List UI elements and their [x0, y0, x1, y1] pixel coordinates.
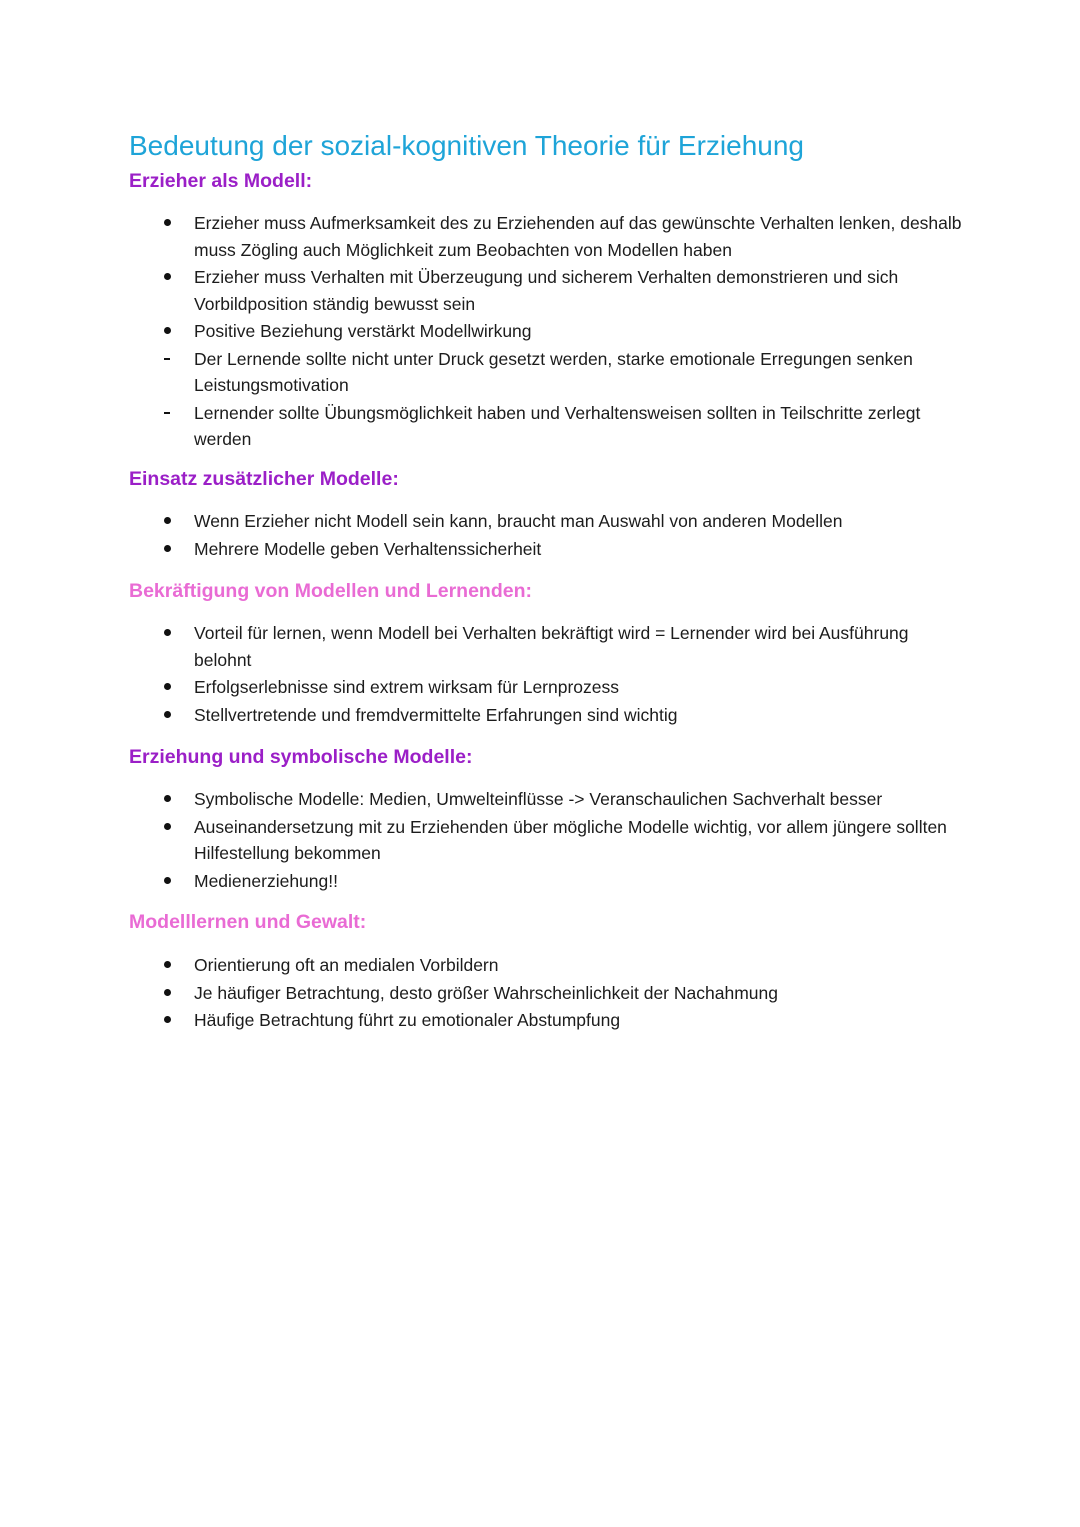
bullet-icon — [160, 952, 174, 979]
list-item-text: Vorteil für lernen, wenn Modell bei Verhalten bekräftigt wird = Lernender wird bei Ausführung belohnt — [194, 623, 909, 670]
dash-icon — [160, 346, 174, 373]
list-item — [0, 952, 964, 979]
list-item-text: Medienerziehung!! — [194, 870, 338, 891]
list-item-text: Symbolische Modelle: Medien, Umwelteinflüsse -> Veranschaulichen Sachverhalt besser — [194, 789, 883, 809]
list-item — [0, 508, 964, 535]
list-item-text: Orientierung oft an medialen Vorbildern — [194, 955, 499, 975]
list-item — [0, 702, 964, 729]
list-item-text: Erzieher muss Aufmerksamkeit des zu Erziehenden auf das gewünschte Verhalten lenken, deshalb muss Zögling auch Möglichkeit zum Beobachten von Modellen haben — [194, 213, 962, 260]
bullet-icon — [160, 318, 174, 345]
bullet-icon — [160, 868, 174, 895]
section-list-erzieher-als-modell — [0, 210, 1080, 454]
section-heading-einsatz-zusaetzlicher-modelle: Einsatz zusätzlicher Modelle: — [129, 468, 399, 490]
list-item-text: Erfolgserlebnisse sind extrem wirksam für Lernprozess — [194, 677, 620, 697]
bullet-icon — [160, 1007, 174, 1034]
list-item-text: Lernender sollte Übungsmöglichkeit haben und Verhaltensweisen sollten in Teilschritte zerlegt werden — [194, 402, 921, 449]
list-item-text: Mehrere Modelle geben Verhaltenssicherheit — [194, 538, 542, 559]
bullet-icon — [160, 210, 174, 237]
bullet-icon — [160, 536, 174, 563]
list-item — [0, 1007, 964, 1034]
list-item-text: Erzieher muss Verhalten mit Überzeugung und sicherem Verhalten demonstrieren und sich Vorbildposition ständig bewusst sein — [194, 267, 899, 314]
section-heading-modelllernen-und-gewalt: Modelllernen und Gewalt: — [129, 911, 367, 933]
section-list-modelllernen-und-gewalt — [0, 952, 1080, 1035]
list-item — [0, 264, 964, 317]
bullet-icon — [160, 620, 174, 647]
section-heading-bekraeftigung: Bekräftigung von Modellen und Lernenden: — [129, 580, 533, 602]
list-item — [0, 674, 964, 701]
bullet-icon — [160, 508, 174, 535]
bullet-icon — [160, 786, 174, 813]
section-list-bekraeftigung — [0, 620, 1080, 729]
section-list-einsatz-zusaetzlicher-modelle — [0, 508, 1080, 563]
section-list-symbolische-modelle — [0, 786, 1080, 895]
list-item-text: Stellvertretende und fremdvermittelte Erfahrungen sind wichtig — [194, 704, 678, 725]
list-item — [0, 620, 964, 673]
list-item — [0, 400, 964, 453]
list-item — [0, 210, 964, 263]
list-item — [0, 786, 964, 813]
list-item — [0, 980, 964, 1007]
bullet-icon — [160, 674, 174, 701]
bullet-icon — [160, 980, 174, 1007]
list-item-text: Wenn Erzieher nicht Modell sein kann, braucht man Auswahl von anderen Modellen — [194, 511, 843, 531]
list-item-text: Auseinandersetzung mit zu Erziehenden über mögliche Modelle wichtig, vor allem jüngere sollten Hilfestellung bekommen — [194, 816, 947, 863]
list-item-text: Je häufiger Betrachtung, desto größer Wahrscheinlichkeit der Nachahmung — [194, 982, 778, 1003]
section-heading-symbolische-modelle: Erziehung und symbolische Modelle: — [129, 746, 473, 768]
section-heading-erzieher-als-modell: Erzieher als Modell: — [129, 170, 313, 192]
list-item — [0, 318, 964, 345]
list-item-text: Positive Beziehung verstärkt Modellwirkung — [194, 321, 532, 341]
list-item — [0, 814, 964, 867]
list-item — [0, 536, 964, 563]
document-title: Bedeutung der sozial-kognitiven Theorie für Erziehung — [129, 130, 805, 161]
list-item — [0, 346, 964, 399]
bullet-icon — [160, 264, 174, 291]
list-item — [0, 868, 964, 895]
bullet-icon — [160, 702, 174, 729]
dash-icon — [160, 400, 174, 427]
list-item-text: Häufige Betrachtung führt zu emotionaler Abstumpfung — [194, 1010, 621, 1030]
list-item-text: Der Lernende sollte nicht unter Druck gesetzt werden, starke emotionale Erregungen senken Leistungsmotivation — [194, 348, 913, 395]
bullet-icon — [160, 814, 174, 841]
